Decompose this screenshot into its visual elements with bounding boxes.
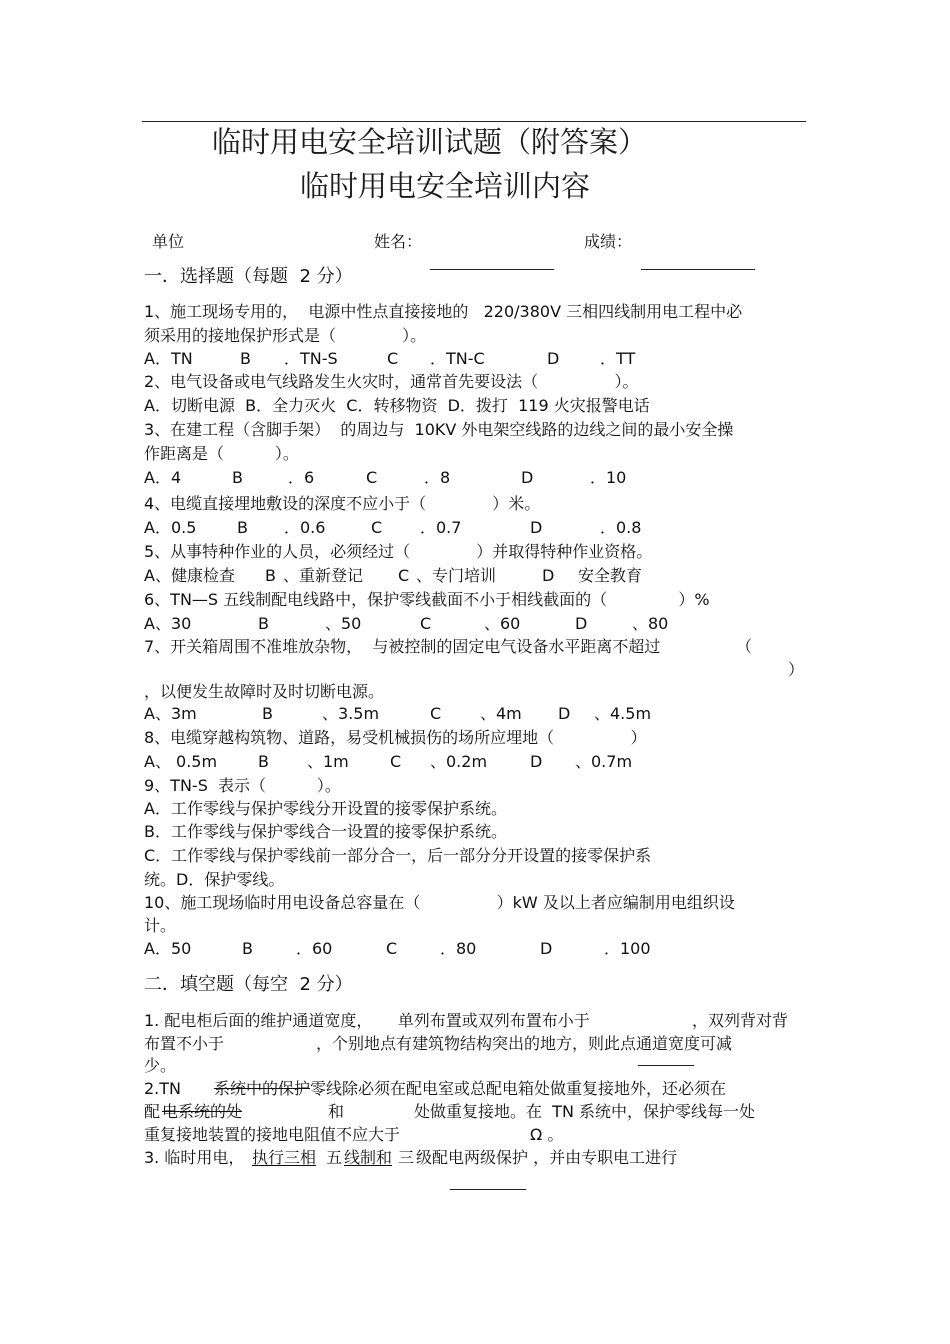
option-a: A、3m — [144, 704, 197, 723]
option-d-text: 、0.7m — [575, 752, 633, 771]
q7-line2: ，以便发生故障时及时切断电源。 — [144, 682, 385, 701]
f2-line3b: Ω 。 — [530, 1125, 564, 1144]
f3-part3: 五 — [326, 1148, 343, 1167]
option-d-letter: D — [540, 939, 553, 958]
option-c-letter: C — [387, 349, 399, 368]
option-c-text: ．0.7 — [420, 518, 462, 537]
option-d-text: ．10 — [590, 468, 627, 487]
f2-line2a: 配 — [144, 1102, 161, 1121]
f2-line2-marked: 电系统的处 — [162, 1102, 243, 1121]
q7-line1: 7、开关箱周围不准堆放杂物， 与被控制的固定电气设备水平距离不超过 — [144, 637, 661, 656]
option-c-letter: C — [430, 704, 442, 723]
option-b-letter: B — [232, 468, 243, 487]
option-c-text: 、专门培训 — [416, 566, 497, 585]
option-c-text: 、60 — [484, 614, 521, 633]
f3-part4: 线制和 — [344, 1148, 393, 1167]
f2-line2b: 和 — [328, 1102, 345, 1121]
f3-part2: 执行三相 — [252, 1148, 317, 1167]
f2-line3a: 重复接地装置的接地电阻值不应大于 — [144, 1125, 401, 1144]
option-c-letter: C — [386, 939, 398, 958]
option-d-letter: D — [542, 566, 555, 585]
q9-option-c: C．工作零线与保护零线前一部分合一，后一部分分开设置的接零保护系 — [144, 846, 652, 865]
option-b-letter: B — [265, 566, 276, 585]
q4: 4、电缆直接埋地敷设的深度不应小于（ ）米。 — [144, 494, 541, 513]
option-c-letter: C — [390, 752, 402, 771]
option-c-text: ．8 — [424, 468, 451, 487]
q9-option-b: B．工作零线与保护零线合一设置的接零保护系统。 — [144, 822, 507, 841]
f1-line2b: ，个别地点有建筑物结构突出的地方，则此点通道宽度可减 — [316, 1034, 733, 1053]
q10-line2: 计。 — [144, 916, 177, 935]
q10-line1: 10、施工现场临时用电设备总容量在（ ）kW 及以上者应编制用电组织设 — [144, 893, 735, 912]
q2: 2、电气设备或电气线路发生火灾时，通常首先要设法（ ）。 — [144, 372, 639, 391]
option-a: A、30 — [144, 614, 192, 633]
f2-line2c: 处做重复接地。在 TN 系统中，保护零线每一处 — [414, 1102, 756, 1121]
option-d-letter: D — [530, 518, 543, 537]
q2-options: A．切断电源 B．全力灭火 C．转移物资 D．拨打 119 火灾报警电话 — [144, 396, 650, 415]
option-c-text: 、0.2m — [430, 752, 488, 771]
section1-heading: 一．选择题（每题 2 分） — [144, 266, 353, 287]
option-d-text: 、80 — [632, 614, 669, 633]
option-b-text: 、50 — [325, 614, 362, 633]
f1-blank — [638, 1065, 694, 1066]
score-label: 成绩： — [584, 232, 633, 251]
option-b-letter: B — [237, 518, 248, 537]
option-b-text: ．6 — [288, 468, 315, 487]
option-b-text: ．60 — [296, 939, 333, 958]
f3-blank — [450, 1189, 526, 1190]
q6: 6、TN—S 五线制配电线路中，保护零线截面不小于相线截面的（ ）% — [144, 590, 710, 609]
option-a: A、健康检查 — [144, 566, 235, 585]
top-rule — [142, 121, 806, 122]
option-d-text: 安全教育 — [578, 566, 643, 585]
option-c-text: ．80 — [440, 939, 477, 958]
option-b-letter: B — [258, 614, 269, 633]
option-d-text: ．100 — [604, 939, 651, 958]
q3-line2: 作距离是（ ）。 — [144, 444, 299, 463]
q1-line2: 须采用的接地保护形式是（ ）。 — [144, 326, 427, 345]
unit-label: 单位 — [152, 232, 185, 251]
option-b-text: 、1m — [307, 752, 349, 771]
f1-line1b: ，双列背对背 — [692, 1011, 789, 1030]
option-a: A．0.5 — [144, 518, 197, 537]
option-d-letter: D — [530, 752, 543, 771]
option-d-letter: D — [575, 614, 588, 633]
f2-line1-struck: 系统中的保护 — [214, 1079, 311, 1098]
option-d-text: ．TT — [600, 349, 636, 368]
option-b-text: 、重新登记 — [283, 566, 364, 585]
option-d-letter: D — [521, 468, 534, 487]
name-blank — [430, 269, 554, 270]
option-b-text: 、3.5m — [322, 704, 380, 723]
option-c-letter: C — [398, 566, 410, 585]
q8: 8、电缆穿越构筑物、道路，易受机械损伤的场所应埋地（ ） — [144, 728, 647, 747]
option-c-letter: C — [366, 468, 378, 487]
f2-line1a: 2.TN — [144, 1079, 182, 1098]
q5: 5、从事特种作业的人员，必须经过（ ）并取得特种作业资格。 — [144, 542, 653, 561]
f1-line2a: 布置不小于 — [144, 1034, 225, 1053]
option-a: A．4 — [144, 468, 182, 487]
section2-heading: 二．填空题（每空 2 分） — [144, 974, 353, 995]
f1-line1a: 1. 配电柜后面的维护通道宽度， 单列布置或双列布置布小于 — [144, 1011, 590, 1030]
option-c-text: ．TN-C — [430, 349, 485, 368]
q9-option-d: 统。D．保护零线。 — [144, 870, 285, 889]
f3-part5: 三 — [398, 1148, 415, 1167]
option-d-text: ．0.8 — [600, 518, 642, 537]
option-b-letter: B — [258, 752, 269, 771]
q7-paren-open: （ — [736, 637, 753, 656]
f2-line1b: 零线除必须在配电室或总配电箱处做重复接地外，还必须在 — [310, 1079, 727, 1098]
score-blank — [641, 269, 755, 270]
q9-option-a: A．工作零线与保护零线分开设置的接零保护系统。 — [144, 799, 507, 818]
main-title: 临时用电安全培训试题（附答案） — [212, 125, 648, 159]
f1-line3: 少。 — [144, 1056, 177, 1075]
option-b-letter: B — [262, 704, 273, 723]
option-c-letter: C — [420, 614, 432, 633]
q7-paren-close: ） — [788, 660, 805, 679]
option-b-text: ．TN-S — [284, 349, 338, 368]
option-b-letter: B — [242, 939, 253, 958]
option-d-letter: D — [547, 349, 560, 368]
option-b-letter: B — [240, 349, 251, 368]
option-c-letter: C — [371, 518, 383, 537]
option-d-text: 、4.5m — [594, 704, 652, 723]
sub-title: 临时用电安全培训内容 — [300, 169, 591, 203]
option-a: A、 0.5m — [144, 752, 218, 771]
option-a: A．50 — [144, 939, 192, 958]
f3-part1: 3. 临时用电， — [144, 1148, 245, 1167]
q1-line1: 1、施工现场专用的， 电源中性点直接接地的 220/380V 三相四线制用电工程中必 — [144, 302, 743, 321]
option-a: A．TN — [144, 349, 193, 368]
name-label: 姓名： — [374, 232, 423, 251]
f3-part6: 级配电两级保护 ，并由专职电工进行 — [416, 1148, 678, 1167]
option-d-letter: D — [558, 704, 571, 723]
option-b-text: ．0.6 — [284, 518, 326, 537]
q9: 9、TN-S 表示（ ）。 — [144, 776, 341, 795]
option-c-text: 、4m — [480, 704, 522, 723]
q3-line1: 3、在建工程（含脚手架） 的周边与 10KV 外电架空线路的边线之间的最小安全操 — [144, 420, 734, 439]
